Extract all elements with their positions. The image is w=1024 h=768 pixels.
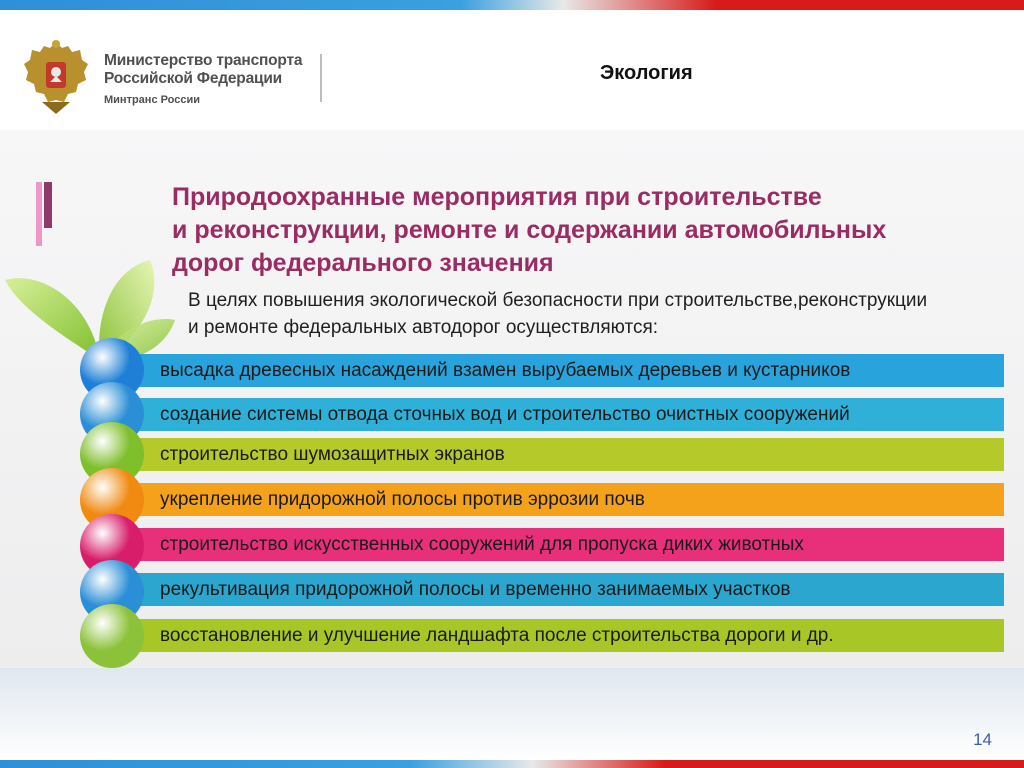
measure-item: строительство искусственных сооружений для пропуска диких животных: [134, 528, 1004, 561]
slide-heading: [172, 181, 1017, 280]
top-color-stripe: [0, 0, 1024, 10]
ministry-name: [104, 52, 302, 108]
heading-line-2: и реконструкции, ремонте и содержании автомобильных: [172, 216, 887, 244]
ministry-short-name: Минтранс России: [104, 94, 201, 106]
page-number: 14: [973, 730, 992, 749]
measure-item: восстановление и улучшение ландшафта после строительства дороги и др.: [134, 619, 1004, 652]
intro-text: [188, 287, 1024, 341]
bottom-color-stripe: [0, 760, 1024, 768]
measure-item: строительство шумозащитных экранов: [134, 438, 1004, 471]
intro-line-2: и ремонте федеральных автодорог осуществляются:: [188, 317, 659, 338]
ministry-line-1: Министерство транспорта: [104, 52, 303, 69]
measure-ball-icon: [80, 604, 144, 668]
header-divider: [320, 54, 322, 102]
heading-line-3: дорог федерального значения: [172, 249, 554, 277]
measure-item: создание системы отвода сточных вод и строительство очистных сооружений: [134, 398, 1004, 431]
intro-line-1: В целях повышения экологической безопасности при строительстве,реконструкции: [188, 290, 928, 311]
coat-of-arms-icon: [20, 36, 92, 118]
section-title: Экология: [600, 62, 693, 84]
heading-line-1: Природоохранные мероприятия при строительстве: [172, 183, 822, 211]
footer-area: [0, 668, 1024, 760]
measure-item: укрепление придорожной полосы против эррозии почв: [134, 483, 1004, 516]
header: [0, 10, 1024, 130]
measure-item: рекультивация придорожной полосы и временно занимаемых участков: [134, 573, 1004, 606]
measure-item: высадка древесных насаждений взамен вырубаемых деревьев и кустарников: [134, 354, 1004, 387]
ministry-line-2: Российской Федерации: [104, 70, 282, 87]
